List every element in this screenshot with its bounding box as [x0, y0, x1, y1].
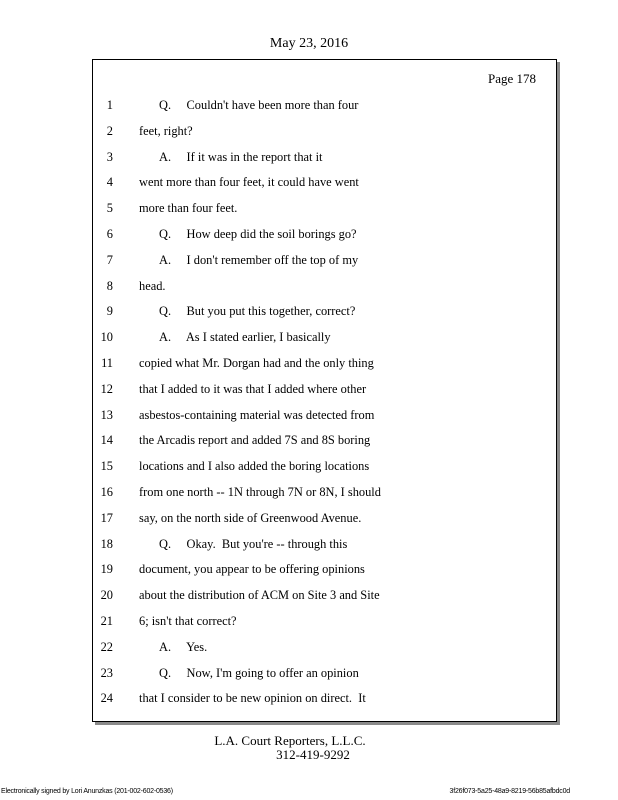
line-number: 3 — [106, 149, 113, 164]
line-number: 12 — [100, 381, 113, 396]
transcript-line — [93, 377, 556, 403]
line-text: Q. How deep did the soil borings go? — [159, 226, 357, 241]
transcript-line — [93, 557, 556, 583]
line-text: A. Yes. — [159, 639, 208, 654]
line-number: 16 — [100, 484, 113, 499]
transcript-line — [93, 506, 556, 532]
line-text: about the distribution of ACM on Site 3 and Site — [139, 588, 380, 603]
reporter-phone: 312-419-9292 — [276, 747, 350, 762]
line-number: 5 — [106, 201, 113, 216]
transcript-line — [93, 119, 556, 145]
line-text: A. I don't remember off the top of my — [159, 252, 359, 267]
line-text: that I added to it was that I added where other — [139, 381, 367, 396]
line-text: head. — [139, 278, 166, 293]
line-number: 7 — [106, 252, 113, 267]
transcript-line — [93, 583, 556, 609]
transcript-line — [93, 248, 556, 274]
transcript-line — [93, 454, 556, 480]
line-number: 15 — [100, 459, 113, 474]
line-number: 2 — [106, 123, 113, 138]
transcript-line — [93, 403, 556, 429]
line-number: 21 — [100, 613, 113, 628]
line-text: Q. Okay. But you're -- through this — [159, 536, 348, 551]
line-text: asbestos-containing material was detected from — [139, 407, 375, 422]
line-text: copied what Mr. Dorgan had and the only thing — [139, 355, 374, 370]
line-number: 6 — [106, 226, 113, 241]
electronic-signature-note: Electronically signed by Lori Anunzkas (201-002-602-0536) — [1, 788, 173, 795]
line-number: 24 — [100, 691, 113, 706]
line-number: 17 — [100, 510, 113, 525]
line-number: 19 — [100, 562, 113, 577]
line-number: 22 — [100, 639, 113, 654]
line-text: Q. Now, I'm going to offer an opinion — [159, 665, 359, 680]
line-number: 10 — [100, 330, 113, 345]
line-number: 11 — [101, 355, 113, 370]
line-text: A. As I stated earlier, I basically — [159, 330, 331, 345]
line-text: 6; isn't that correct? — [139, 613, 237, 628]
line-number: 13 — [100, 407, 113, 422]
document-hash: 3f26f073-5a25-48a9-8219-56b85afbdc0d — [449, 788, 570, 795]
transcript-line — [93, 325, 556, 351]
transcript-line — [93, 532, 556, 558]
transcript-line — [93, 299, 556, 325]
line-text: that I consider to be new opinion on direct. It — [139, 691, 366, 706]
line-number: 14 — [100, 433, 113, 448]
document-date: May 23, 2016 — [269, 36, 349, 51]
transcript-line — [93, 196, 556, 222]
line-text: locations and I also added the boring locations — [139, 459, 370, 474]
line-text: A. If it was in the report that it — [159, 149, 323, 164]
line-number: 4 — [106, 175, 113, 190]
transcript-page-frame — [92, 59, 557, 722]
transcript-lines — [93, 93, 556, 712]
line-text: feet, right? — [139, 123, 193, 138]
transcript-line — [93, 351, 556, 377]
line-number: 9 — [106, 304, 113, 319]
line-number: 23 — [100, 665, 113, 680]
line-text: the Arcadis report and added 7S and 8S boring — [139, 433, 371, 448]
transcript-line — [93, 222, 556, 248]
transcript-line — [93, 661, 556, 687]
line-text: more than four feet. — [139, 201, 238, 216]
line-number: 1 — [106, 98, 113, 112]
transcript-line — [93, 480, 556, 506]
line-number: 8 — [106, 278, 113, 293]
page-number: Page 178 — [487, 71, 536, 86]
transcript-line — [93, 145, 556, 171]
line-number: 18 — [100, 536, 113, 551]
transcript-line — [93, 635, 556, 661]
line-number: 20 — [100, 588, 113, 603]
line-text: document, you appear to be offering opinions — [139, 562, 365, 577]
line-text: Q. Couldn't have been more than four — [159, 98, 359, 112]
reporter-company: L.A. Court Reporters, L.L.C. — [214, 733, 366, 748]
transcript-line — [93, 93, 556, 119]
line-text: went more than four feet, it could have went — [139, 175, 359, 190]
transcript-line — [93, 428, 556, 454]
line-text: say, on the north side of Greenwood Avenue. — [139, 510, 362, 525]
transcript-line — [93, 274, 556, 300]
transcript-line — [93, 170, 556, 196]
line-text: from one north -- 1N through 7N or 8N, I should — [139, 484, 381, 499]
transcript-line — [93, 609, 556, 635]
line-text: Q. But you put this together, correct? — [159, 304, 356, 319]
transcript-line — [93, 686, 556, 712]
